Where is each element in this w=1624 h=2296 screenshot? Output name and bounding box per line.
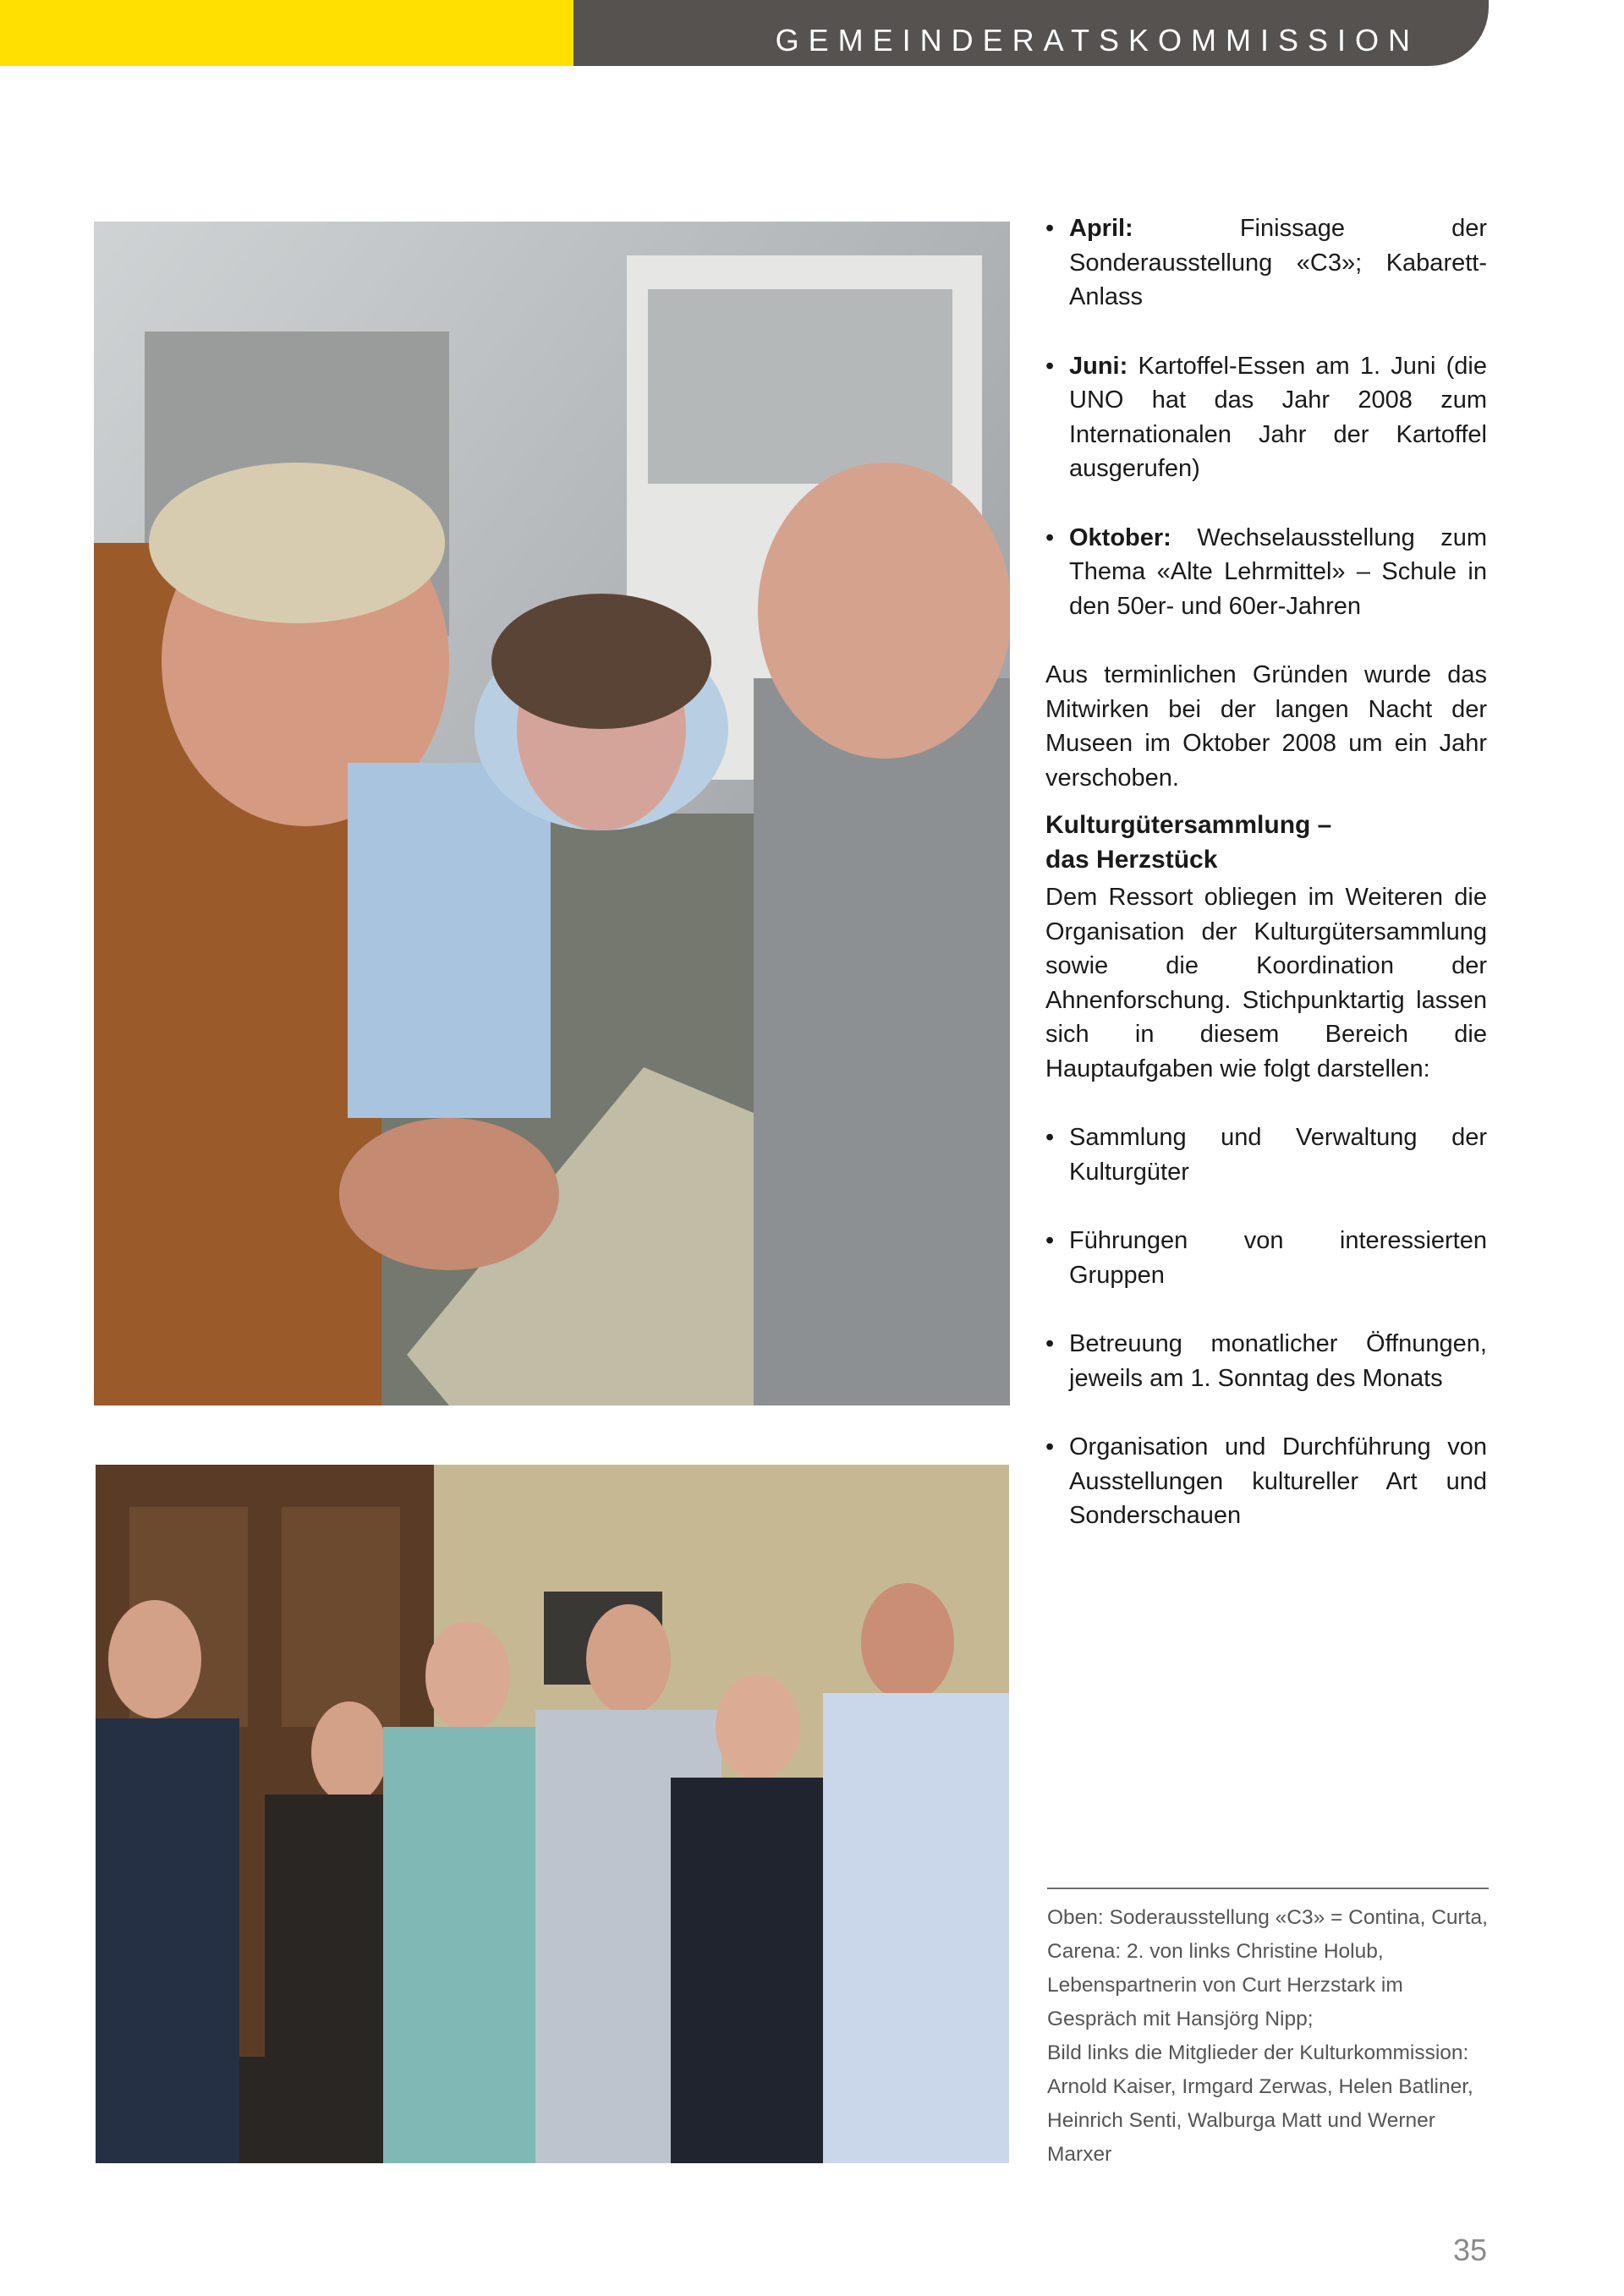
text-column	[1045, 211, 1487, 1568]
task-item: • Betreuung monatlicher Öffnungen, jeweils am 1. Sonntag des Monats	[1045, 1327, 1487, 1395]
section-heading: Kulturgütersammlung – das Herzstück	[1045, 811, 1332, 874]
task-item: • Führungen von interessierten Gruppen	[1045, 1224, 1487, 1292]
header-bar	[0, 0, 1624, 66]
task-item: • Sammlung und Verwaltung der Kulturgüter	[1045, 1121, 1487, 1189]
event-item-oktober: • Oktober: Wechselausstellung zum Thema «Alte Lehrmittel» – Schule in den 50er- und 60er-Jahren	[1045, 521, 1487, 624]
event-item-juni: • Juni: Kartoffel-Essen am 1. Juni (die UNO hat das Jahr 2008 zum Internationalen Jahr der Kartoffel ausgerufen)	[1045, 349, 1487, 486]
event-item-april: • April: Finissage der Sonderausstellung «C3»; Kabarett-Anlass	[1045, 211, 1487, 315]
header-yellow-block	[0, 0, 573, 66]
photo-caption: Oben: Soderausstellung «C3» = Contina, Curta, Carena: 2. von links Christine Holub, Lebenspartnerin von Curt Herzstark im Gespräch mit Hansjörg Nipp; Bild links die Mitglieder der Kulturkommission: Arnold Kaiser, Irmgard Zerwas, Helen Batliner, Heinrich Senti, Walburga Matt und Werner Marxer	[1047, 1888, 1489, 2172]
section-paragraph: Dem Ressort obliegen im Weiteren die Organisation der Kulturgütersammlung sowie die Koordination der Ahnenforschung. Stichpunktartig lassen sich in diesem Bereich die Hauptaufgaben wie folgt darstellen:	[1045, 884, 1487, 1082]
task-item: • Organisation und Durchführung von Ausstellungen kultureller Art und Sonderschauen	[1045, 1430, 1487, 1533]
paragraph: Aus terminlichen Gründen wurde das Mitwirken bei der langen Nacht der Museen im Oktober 2008 um ein Jahr verschoben.	[1045, 661, 1487, 792]
page-number: 35	[1452, 2233, 1487, 2267]
exhibition-photo	[94, 222, 1010, 1406]
section-title: GEMEINDERATSKOMMISSION	[775, 23, 1419, 58]
group-photo	[96, 1465, 1009, 2163]
